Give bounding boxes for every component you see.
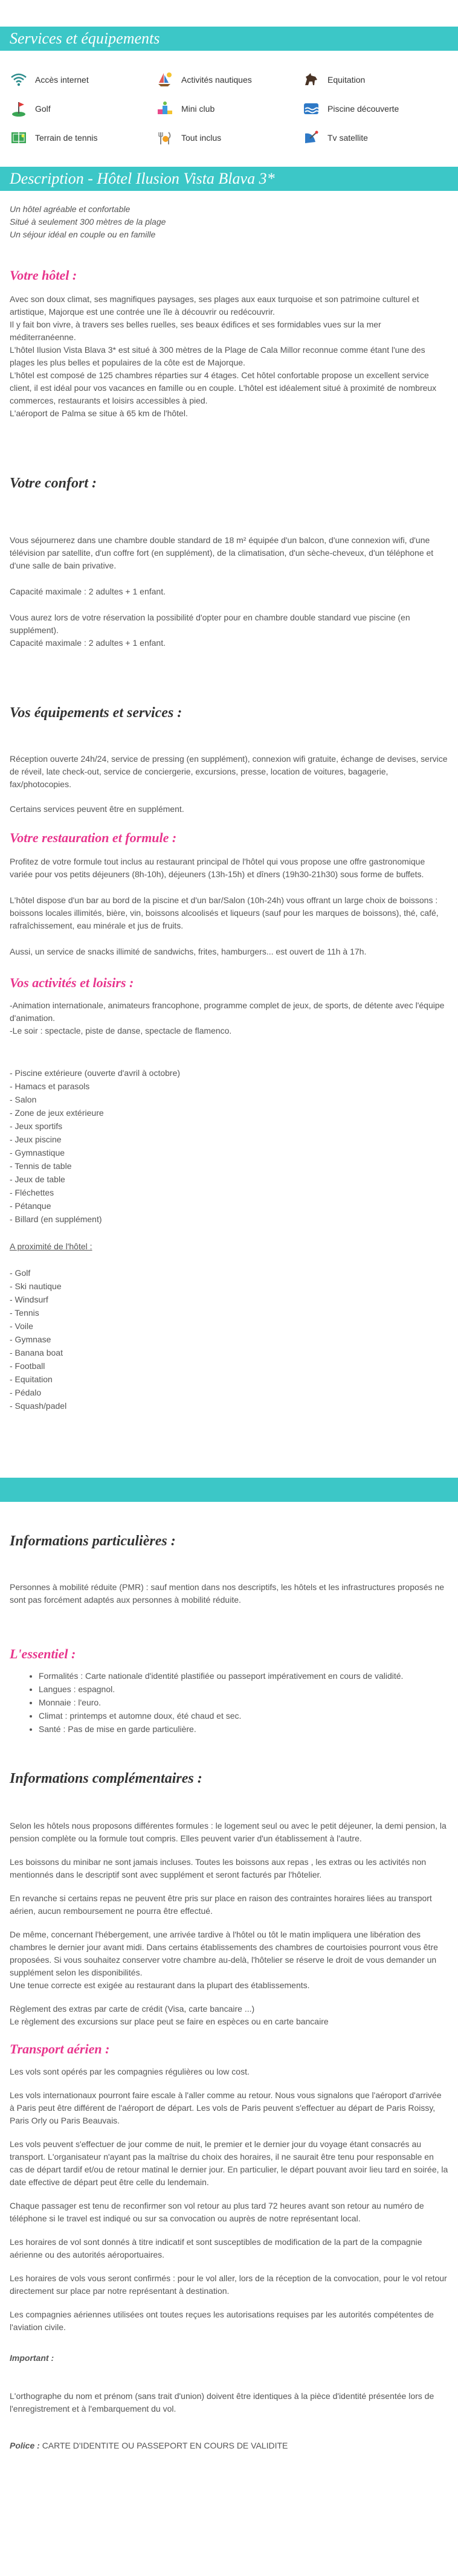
hotel-heading: Votre hôtel : xyxy=(10,268,77,283)
amenity-item xyxy=(10,129,156,147)
hotel-paragraph: L'hôtel est composé de 125 chambres réparties sur 4 étages. Cet hôtel confortable propose un excellent service client, il est idéal pour vos vacances en famille ou en couple. L'hôtel est idéalement situé à proximité de nombreux commerces, restaurants et loisirs accessibles à pied. xyxy=(10,370,437,405)
list-item: - Windsurf xyxy=(10,1295,48,1304)
particulars-text xyxy=(10,1581,448,1606)
air-paragraph: Les horaires de vols vous seront confirmés : pour le vol aller, lors de la réception de la convocation, pour le vol retour directement sur place par notre représentant à destination. xyxy=(10,2273,447,2296)
complementary-text xyxy=(10,1820,448,2028)
hotel-paragraph: Il y fait bon vivre, à travers ses belles ruelles, ses beaux édifices et ses formidables vues sur la mer méditerranéenne. xyxy=(10,320,381,342)
complementary-paragraph: Le règlement des excursions sur place peut se faire en espèces ou en carte bancaire xyxy=(10,2017,329,2026)
particulars-paragraph: Personnes à mobilité réduite (PMR) : sauf mention dans nos descriptifs, les hôtels et les infrastructures proposés ne sont pas forcément adaptés aux personnes à mobilité réduite. xyxy=(10,1582,445,1605)
activities-intro xyxy=(10,999,448,1037)
list-item: - Voile xyxy=(10,1321,33,1331)
list-item: • Climat : printemps et automne doux, été chaud et sec. xyxy=(39,1709,448,1722)
mini-club-icon xyxy=(156,100,174,118)
air-paragraph: Les compagnies aériennes utilisées ont toutes reçues les autorisations requises par les autorités compétentes de l'aviation civile. xyxy=(10,2310,434,2332)
list-item: - Squash/padel xyxy=(10,1401,67,1411)
restaurant-text xyxy=(10,855,448,958)
air-paragraph: Les horaires de vol sont donnés à titre indicatif et sont susceptibles de modification de la part de la compagnie aérienne ou des autorités aéroportuaires. xyxy=(10,2237,422,2259)
equipment-heading: Vos équipements et services : xyxy=(10,705,182,721)
hotel-paragraph: L'aéroport de Palma se situe à 65 km de l'hôtel. xyxy=(10,408,188,418)
activities-intro-line: -Le soir : spectacle, piste de danse, spectacle de flamenco. xyxy=(10,1026,232,1035)
section-divider-band xyxy=(0,1478,458,1502)
nearby-label: A proximité de l'hôtel : xyxy=(10,1241,92,1251)
satellite-icon xyxy=(302,129,320,147)
essentials-list xyxy=(10,1669,448,1736)
list-item: - Zone de jeux extérieure xyxy=(10,1108,104,1118)
tennis-icon xyxy=(10,129,28,147)
amenity-item xyxy=(302,129,448,147)
complementary-paragraph: Les boissons du minibar ne sont jamais incluses. Toutes les boissons aux repas , les extras ou les activités non mentionnés dans le descriptif sont avec supplément et seront facturés par l'hôtelier. xyxy=(10,1857,427,1879)
police-line xyxy=(10,2439,448,2452)
hotel-text xyxy=(10,293,448,420)
complementary-heading: Informations complémentaires : xyxy=(10,1771,202,1786)
complementary-section xyxy=(10,1771,448,2028)
restaurant-paragraph: Aussi, un service de snacks illimité de sandwichs, frites, hamburgers... est ouvert de 11h à 17h. xyxy=(10,947,367,956)
particulars-heading: Informations particulières : xyxy=(10,1533,176,1549)
comfort-capacity: Capacité maximale : 2 adultes + 1 enfant. xyxy=(10,638,166,648)
amenity-item xyxy=(302,71,448,89)
complementary-paragraph: En revanche si certains repas ne peuvent être pris sur place en raison des contraintes horaires liées au transport aérien, aucun remboursement ne pourra être effectué. xyxy=(10,1893,432,1916)
amenity-label: Terrain de tennis xyxy=(35,133,98,143)
amenity-label: Tv satellite xyxy=(327,133,368,143)
equipment-note: Certains services peuvent être en supplément. xyxy=(10,804,184,814)
description-intro xyxy=(10,203,448,241)
list-item: - Jeux sportifs xyxy=(10,1121,63,1131)
amenity-item xyxy=(156,129,302,147)
complementary-paragraph: Selon les hôtels nous proposons différentes formules : le logement seul ou avec le petit déjeuner, la demi pension, la pension complète ou la formule tout compris. Elles peuvent varier d'un établissement à l'autre. xyxy=(10,1821,447,1843)
important-text: L'orthographe du nom et prénom (sans trait d'union) doivent être identiques à la pièce d'identité présentée lors de l'enregistrement et à l'embarquement du vol. xyxy=(10,2391,434,2413)
particulars-section xyxy=(10,1533,448,1606)
pool-icon xyxy=(302,100,320,118)
amenity-label: Tout inclus xyxy=(181,133,222,143)
golf-icon xyxy=(10,100,28,118)
amenity-item xyxy=(156,100,302,118)
police-text: CARTE D'IDENTITE OU PASSEPORT EN COURS DE VALIDITE xyxy=(42,2441,288,2450)
amenity-label: Piscine découverte xyxy=(327,104,399,114)
page xyxy=(0,27,458,2452)
comfort-capacity: Capacité maximale : 2 adultes + 1 enfant. xyxy=(10,587,166,596)
list-item: • Formalités : Carte nationale d'identité plastifiée ou passeport impérativement en cours de validité. xyxy=(39,1669,448,1682)
amenity-label: Activités nautiques xyxy=(181,75,252,85)
list-item: - Pédalo xyxy=(10,1388,42,1397)
activities-list xyxy=(10,1066,448,1226)
list-item: - Jeux piscine xyxy=(10,1135,62,1144)
list-item: • Monnaie : l'euro. xyxy=(39,1696,448,1709)
list-item: - Fléchettes xyxy=(10,1188,54,1197)
list-item: - Pétanque xyxy=(10,1201,51,1211)
list-item: - Ski nautique xyxy=(10,1281,62,1291)
description-title: Description - Hôtel Ilusion Vista Blava 3* xyxy=(0,167,458,191)
list-item: - Tennis de table xyxy=(10,1161,72,1171)
complementary-paragraph: De même, concernant l'hébergement, une arrivée tardive à l'hôtel ou tôt le matin impliquera une libération des chambres le dernier jour avant midi. Dans certains établissements des chambres de courtoisies pourront vous être proposées. Si vous souhaitez conserver votre chambre au-delà, l'hôtelier se réserve le droit de vous demander un supplément selon les disponibilités. xyxy=(10,1930,438,1977)
wifi-icon xyxy=(10,71,28,89)
essentials-section xyxy=(10,1646,448,1736)
hotel-paragraph: L'hôtel Ilusion Vista Blava 3* est situé à 300 mètres de la Plage de Cala Millor reconnue comme étant l'une des plages les plus belles et populaires de la côte est de Majorque. xyxy=(10,345,425,367)
restaurant-paragraph: Profitez de votre formule tout inclus au restaurant principal de l'hôtel qui vous propose une offre gastronomique variée pour vos petits déjeuners (8h-10h), déjeuners (13h-15h) et dîners (19h30-21h30) sous forme de buffets. xyxy=(10,857,425,879)
list-item: - Salon xyxy=(10,1095,37,1104)
hotel-paragraph: Avec son doux climat, ses magnifiques paysages, ses plages aux eaux turquoise et son patrimoine culturel et artistique, Majorque est une contrée une île à découvrir ou redécouvrir. xyxy=(10,294,419,317)
list-item: - Tennis xyxy=(10,1308,39,1318)
sailing-icon xyxy=(156,71,174,89)
air-text xyxy=(10,2066,448,2452)
amenity-label: Mini club xyxy=(181,104,215,114)
amenity-item xyxy=(156,71,302,89)
air-section xyxy=(10,2041,448,2452)
comfort-text xyxy=(10,534,448,649)
intro-line: Un hôtel agréable et confortable xyxy=(10,204,131,214)
list-item: • Langues : espagnol. xyxy=(39,1682,448,1696)
amenity-item xyxy=(10,71,156,89)
air-paragraph: Les vols internationaux pourront faire escale à l'aller comme au retour. Nous vous signalons que l'aéroport d'arrivée à Paris peut être différent de l'aéroport de départ. Les vols de Paris peuvent s'effectuer au départ de Paris Roissy, Paris Orly ou Paris Beauvais. xyxy=(10,2090,442,2125)
intro-line: Situé à seulement 300 mètres de la plage xyxy=(10,217,166,227)
list-item: - Piscine extérieure (ouverte d'avril à octobre) xyxy=(10,1068,181,1078)
list-item: - Jeux de table xyxy=(10,1174,65,1184)
activities-intro-line: -Animation internationale, animateurs francophone, programme complet de jeux, de sports, de détente avec l'équipe d'animation. xyxy=(10,1000,445,1023)
equipment-text xyxy=(10,753,448,816)
list-item: - Banana boat xyxy=(10,1348,63,1357)
complementary-paragraph: Règlement des extras par carte de crédit (Visa, carte bancaire ...) xyxy=(10,2004,255,2014)
amenity-item xyxy=(302,100,448,118)
restaurant-section xyxy=(10,830,448,958)
comfort-paragraph: Vous aurez lors de votre réservation la possibilité d'opter pour en chambre double standard vue piscine (en supplément). xyxy=(10,613,410,635)
list-item: - Golf xyxy=(10,1268,31,1278)
list-item: - Gymnastique xyxy=(10,1148,65,1158)
amenities-grid xyxy=(0,65,458,152)
activities-section xyxy=(10,975,448,1412)
nearby-list xyxy=(10,1266,448,1412)
air-heading: Transport aérien : xyxy=(10,2041,110,2056)
list-item: - Gymnase xyxy=(10,1335,51,1344)
comfort-heading: Votre confort : xyxy=(10,475,97,491)
air-paragraph: Les vols peuvent s'effectuer de jour comme de nuit, le premier et le dernier jour du voyage étant consacrés au transport. L'organisateur n'ayant pas la maîtrise du choix des horaires, il ne saurait être tenu pour responsable en cas de départ tardif et/ou de retour matinal le dernier jour. En particulier, le départ pouvant avoir lieu tard en soirée, la date effective de départ peut être celle du lendemain. xyxy=(10,2139,448,2187)
comfort-section xyxy=(10,475,448,649)
equipment-section xyxy=(10,705,448,816)
services-title: Services et équipements xyxy=(0,27,458,51)
amenity-label: Equitation xyxy=(327,75,366,85)
hotel-section xyxy=(10,268,448,420)
list-item: • Santé : Pas de mise en garde particulière. xyxy=(39,1722,448,1736)
amenity-label: Golf xyxy=(35,104,51,114)
activities-heading: Vos activités et loisirs : xyxy=(10,975,134,990)
air-paragraph: Chaque passager est tenu de reconfirmer son vol retour au plus tard 72 heures avant son retour au numéro de téléphone si le travel est indiqué ou sur sa convocation ou auprès de notre représentant local. xyxy=(10,2201,424,2223)
all-inclusive-icon xyxy=(156,129,174,147)
important-label: Important : xyxy=(10,2353,54,2363)
list-item: - Equitation xyxy=(10,1374,53,1384)
intro-line: Un séjour idéal en couple ou en famille xyxy=(10,230,156,239)
list-item: - Hamacs et parasols xyxy=(10,1081,90,1091)
air-paragraph: Les vols sont opérés par les compagnies régulières ou low cost. xyxy=(10,2067,250,2076)
restaurant-heading: Votre restauration et formule : xyxy=(10,830,177,845)
amenity-item xyxy=(10,100,156,118)
essentials-heading: L'essentiel : xyxy=(10,1646,76,1661)
restaurant-paragraph: L'hôtel dispose d'un bar au bord de la piscine et d'un bar/Salon (10h-24h) vous offrant un large choix de boissons : boissons locales illimités, bière, vin, boissons alcoolisés et liqueurs (sauf pour les marques de boissons), thé, café, rafraîchissement, eau minérale et jus de fruits. xyxy=(10,895,439,930)
comfort-paragraph: Vous séjournerez dans une chambre double standard de 18 m² équipée d'un balcon, d'une connexion wifi, d'une télévision par satellite, d'un coffre fort (en supplément), de la climatisation, d'un sèche-cheveux, d'un téléphone et d'une salle de bain privative. xyxy=(10,535,434,570)
equipment-paragraph: Réception ouverte 24h/24, service de pressing (en supplément), connexion wifi gratuite, échange de devises, service de réveil, late check-out, service de conciergerie, excursions, presse, location de voitures, bagagerie, fax/photocopies. xyxy=(10,754,448,789)
complementary-paragraph: Une tenue correcte est exigée au restaurant dans la plupart des établissements. xyxy=(10,1980,310,1990)
list-item: - Billard (en supplément) xyxy=(10,1214,102,1224)
police-label: Police : xyxy=(10,2441,40,2450)
horse-icon xyxy=(302,71,320,89)
amenity-label: Accès internet xyxy=(35,75,89,85)
list-item: - Football xyxy=(10,1361,45,1371)
